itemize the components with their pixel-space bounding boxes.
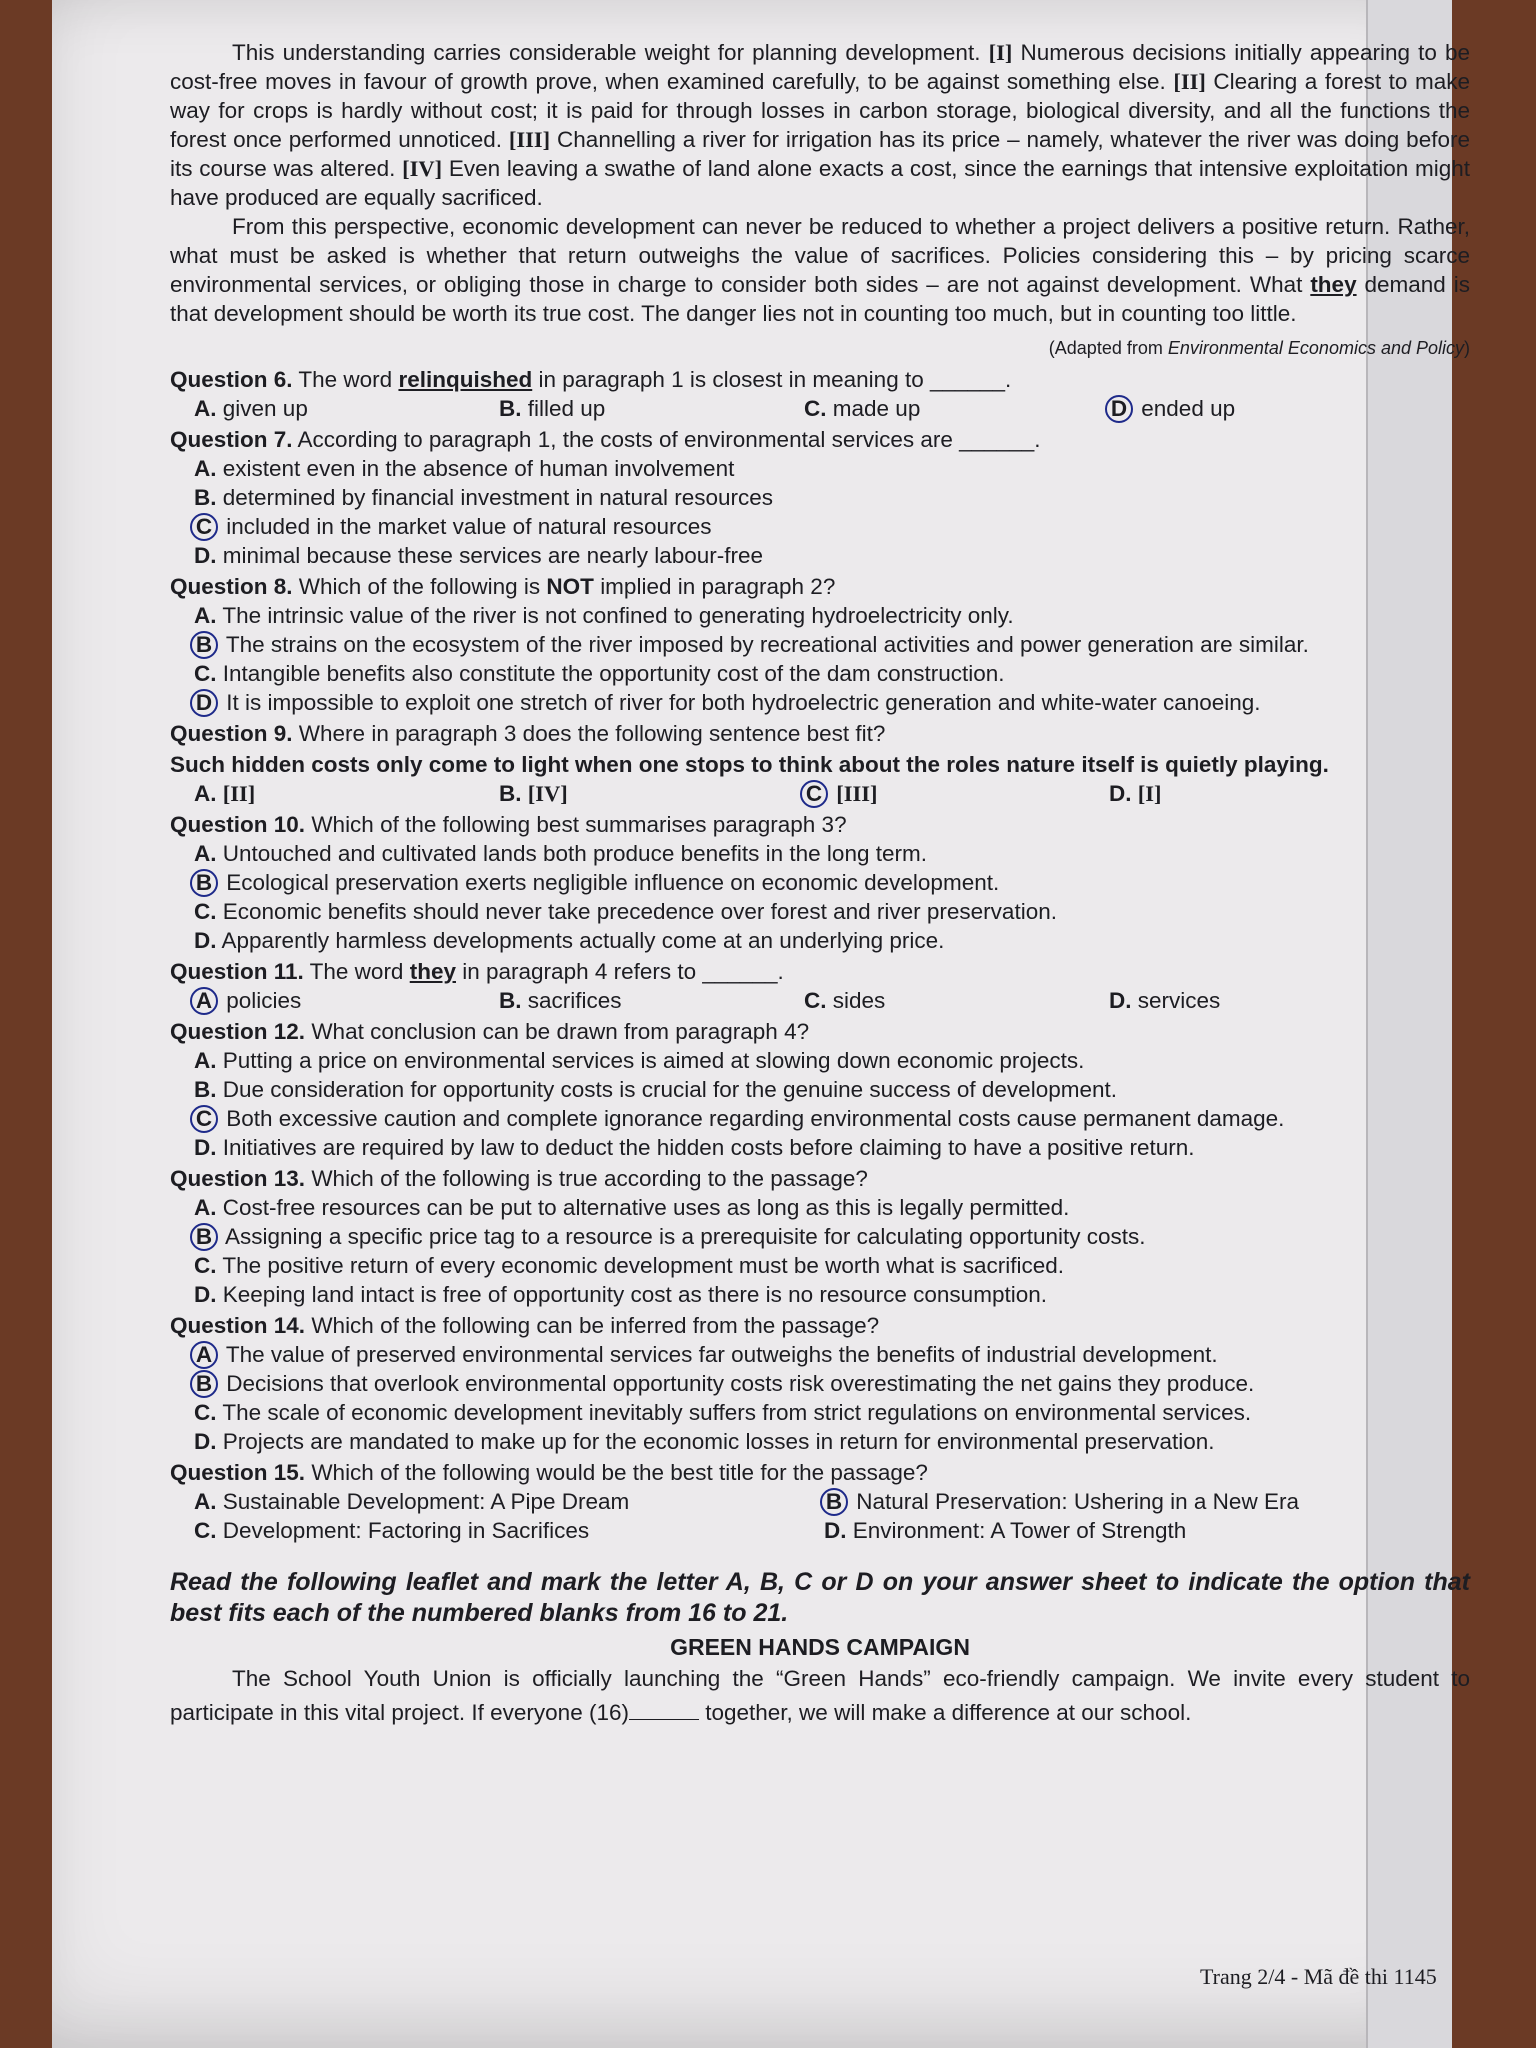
- option-a[interactable]: A. [II]: [194, 781, 256, 806]
- insert-marker-1: [I]: [988, 40, 1013, 65]
- option-c[interactable]: C [III]: [804, 779, 1109, 808]
- option-a[interactable]: A. Untouched and cultivated lands both produce benefits in the long term.: [194, 841, 927, 866]
- option-b[interactable]: B. determined by financial investment in natural resources: [194, 485, 774, 510]
- option-c[interactable]: C. Development: Factoring in Sacrifices: [194, 1518, 590, 1543]
- answer-circle: C: [800, 780, 828, 808]
- leaflet-text: The School Youth Union is officially launching the “Green Hands” eco-friendly campaign. We invite every student to participate in this vital project. If everyone (16) together, we will make a difference at our school.: [170, 1666, 1470, 1725]
- option-a[interactable]: A The value of preserved environmental services far outweighs the benefits of industrial development.: [170, 1340, 1470, 1369]
- option-d[interactable]: D. minimal because these services are nearly labour-free: [194, 543, 764, 568]
- answer-circle: C: [190, 513, 218, 541]
- question-14: Question 14. Which of the following can be inferred from the passage? A The value of preserved environmental services far outweighs the benefits of industrial development. B Decisions that overlook environmental opportunity costs risk overestimating the net gains they produce. C. The scale of economic development inevitably suffers from strict regulations on environmental services. D. Projects are mandated to make up for the economic losses in return for environmental preservation.: [170, 1311, 1470, 1456]
- highlighted-word-they: they: [1310, 272, 1357, 297]
- option-b[interactable]: B. filled up: [499, 396, 606, 421]
- insert-sentence: Such hidden costs only come to light when one stops to think about the roles nature itself is quietly playing.: [170, 752, 1329, 777]
- answer-circle: D: [190, 689, 218, 717]
- option-d[interactable]: D. services: [1109, 988, 1221, 1013]
- option-b[interactable]: B Natural Preservation: Ushering in a New Era: [824, 1487, 1454, 1516]
- option-c[interactable]: C included in the market value of natural resources: [170, 512, 1470, 541]
- question-8: Question 8. Which of the following is NOT implied in paragraph 2? A. The intrinsic value of the river is not confined to generating hydroelectricity only. B The strains on the ecosystem of the river imposed by recreational activities and power generation are similar. C. Intangible benefits also constitute the opportunity cost of the dam construction. D It is impossible to exploit one stretch of river for both hydroelectric generation and white-water canoeing.: [170, 572, 1470, 717]
- answer-circle: B: [190, 631, 218, 659]
- option-a[interactable]: A. given up: [194, 396, 308, 421]
- question-12: Question 12. What conclusion can be drawn from paragraph 4? A. Putting a price on environmental services is aimed at slowing down economic projects. B. Due consideration for opportunity costs is crucial for the genuine success of development. C Both excessive caution and complete ignorance regarding environmental costs cause permanent damage. D. Initiatives are required by law to deduct the hidden costs before claiming to have a positive return.: [170, 1017, 1470, 1162]
- leaflet-instruction: Read the following leaflet and mark the letter A, B, C or D on your answer sheet to indicate the option that best fits each of the numbered blanks from 16 to 21.: [170, 1568, 1470, 1627]
- option-a[interactable]: A. The intrinsic value of the river is not confined to generating hydroelectricity only.: [194, 603, 1014, 628]
- option-c[interactable]: C. The positive return of every economic development must be worth what is sacrificed.: [194, 1253, 1064, 1278]
- question-10: Question 10. Which of the following best summarises paragraph 3? A. Untouched and cultivated lands both produce benefits in the long term. B Ecological preservation exerts negligible influence on economic development. C. Economic benefits should never take precedence over forest and river preservation. D. Apparently harmless developments actually come at an underlying price.: [170, 810, 1470, 955]
- page-footer: Trang 2/4 - Mã đề thi 1145: [1200, 1964, 1437, 1989]
- paragraph-3: This understanding carries considerable weight for planning development. [I] Numerous decisions initially appearing to be cost-free moves in favour of growth prove, when examined carefully, to be against something else. [II] Clearing a forest to make way for crops is hardly without cost; it is paid for through losses in carbon storage, biological diversity, and all the functions the forest once performed unnoticed. [III] Channelling a river for irrigation has its price – namely, whatever the river was doing before its course was altered. [IV] Even leaving a swathe of land alone exacts a cost, since the earnings that intensive exploitation might have produced are equally sacrificed.: [170, 40, 1470, 210]
- option-d[interactable]: D It is impossible to exploit one stretch of river for both hydroelectric generation and white-water canoeing.: [170, 688, 1470, 717]
- option-b[interactable]: B. sacrifices: [499, 988, 622, 1013]
- option-b[interactable]: B. [IV]: [499, 781, 568, 806]
- blank-16[interactable]: [629, 1719, 699, 1720]
- option-d[interactable]: D. Keeping land intact is free of opportunity cost as there is no resource consumption.: [194, 1282, 1047, 1307]
- source-citation: (Adapted from Environmental Economics and Policy): [1048, 338, 1470, 358]
- option-d[interactable]: D ended up: [1109, 394, 1414, 423]
- answer-circle: A: [190, 987, 218, 1015]
- campaign-title: GREEN HANDS CAMPAIGN: [670, 1634, 970, 1660]
- question-11: Question 11. The word they in paragraph 4 refers to ______. A policies B. sacrifices C. sides D. services: [170, 957, 1470, 1015]
- answer-circle: B: [190, 1370, 218, 1398]
- option-d[interactable]: D. Environment: A Tower of Strength: [824, 1518, 1187, 1543]
- option-c[interactable]: C. Intangible benefits also constitute the opportunity cost of the dam construction.: [194, 661, 1005, 686]
- question-9: Question 9. Where in paragraph 3 does the following sentence best fit? Such hidden costs only come to light when one stops to think about the roles nature itself is quietly playing. A. [II] B. [IV] C [III] D. [I]: [170, 719, 1470, 808]
- option-d[interactable]: D. [I]: [1109, 781, 1162, 806]
- option-b[interactable]: B Decisions that overlook environmental opportunity costs risk overestimating the net gains they produce.: [170, 1369, 1470, 1398]
- highlighted-word: relinquished: [398, 367, 533, 392]
- option-a[interactable]: A. Putting a price on environmental services is aimed at slowing down economic projects.: [194, 1048, 1085, 1073]
- question-6: Question 6. The word relinquished in paragraph 1 is closest in meaning to ______. A. given up B. filled up C. made up D ended up: [170, 365, 1470, 423]
- insert-marker-3: [III]: [508, 127, 551, 152]
- option-c[interactable]: C. The scale of economic development inevitably suffers from strict regulations on environmental services.: [194, 1400, 1252, 1425]
- option-c[interactable]: C. sides: [804, 988, 886, 1013]
- option-b[interactable]: B Assigning a specific price tag to a resource is a prerequisite for calculating opportunity costs.: [170, 1222, 1470, 1251]
- answer-circle: D: [1105, 395, 1133, 423]
- option-d[interactable]: D. Initiatives are required by law to deduct the hidden costs before claiming to have a positive return.: [194, 1135, 1195, 1160]
- option-b[interactable]: B. Due consideration for opportunity costs is crucial for the genuine success of development.: [194, 1077, 1117, 1102]
- option-c[interactable]: C. Economic benefits should never take precedence over forest and river preservation.: [194, 899, 1057, 924]
- option-a[interactable]: A. Cost-free resources can be put to alternative uses as long as this is legally permitted.: [194, 1195, 1070, 1220]
- answer-circle: B: [820, 1488, 848, 1516]
- insert-marker-4: [IV]: [402, 156, 443, 181]
- answer-circle: A: [190, 1341, 218, 1369]
- answer-circle: C: [190, 1105, 218, 1133]
- option-b[interactable]: B Ecological preservation exerts negligible influence on economic development.: [170, 868, 1470, 897]
- answer-circle: B: [190, 1223, 218, 1251]
- option-c[interactable]: C Both excessive caution and complete ignorance regarding environmental costs cause permanent damage.: [170, 1104, 1470, 1133]
- paragraph-4: From this perspective, economic development can never be reduced to whether a project delivers a positive return. Rather, what must be asked is whether that return outweighs the value of sacrifices. Policies considering this – by pricing scarce environmental services, or obliging those in charge to consider both sides – are not against development. What they demand is that development should be worth its true cost. The danger lies not in counting too much, but in counting too little.: [170, 214, 1470, 326]
- option-a[interactable]: A policies: [194, 986, 499, 1015]
- answer-circle: B: [190, 869, 218, 897]
- option-d[interactable]: D. Apparently harmless developments actually come at an underlying price.: [194, 928, 945, 953]
- option-a[interactable]: A. existent even in the absence of human involvement: [194, 456, 735, 481]
- question-7: Question 7. According to paragraph 1, the costs of environmental services are ______. A. existent even in the absence of human involvement B. determined by financial investment in natural resources C included in the market value of natural resources D. minimal because these services are nearly labour-free: [170, 425, 1470, 570]
- question-13: Question 13. Which of the following is true according to the passage? A. Cost-free resources can be put to alternative uses as long as this is legally permitted. B Assigning a specific price tag to a resource is a prerequisite for calculating opportunity costs. C. The positive return of every economic development must be worth what is sacrificed. D. Keeping land intact is free of opportunity cost as there is no resource consumption.: [170, 1164, 1470, 1309]
- exam-content: [170, 38, 1470, 1730]
- question-15: Question 15. Which of the following would be the best title for the passage? A. Sustainable Development: A Pipe Dream B Natural Preservation: Ushering in a New Era C. Development: Factoring in Sacrifices D. Environment: A Tower of Strength: [170, 1458, 1470, 1545]
- option-c[interactable]: C. made up: [804, 396, 921, 421]
- insert-marker-2: [II]: [1173, 69, 1206, 94]
- option-d[interactable]: D. Projects are mandated to make up for the economic losses in return for environmental preservation.: [194, 1429, 1215, 1454]
- exam-page: [52, 0, 1470, 2048]
- option-a[interactable]: A. Sustainable Development: A Pipe Dream: [194, 1489, 630, 1514]
- option-b[interactable]: B The strains on the ecosystem of the river imposed by recreational activities and power generation are similar.: [170, 630, 1470, 659]
